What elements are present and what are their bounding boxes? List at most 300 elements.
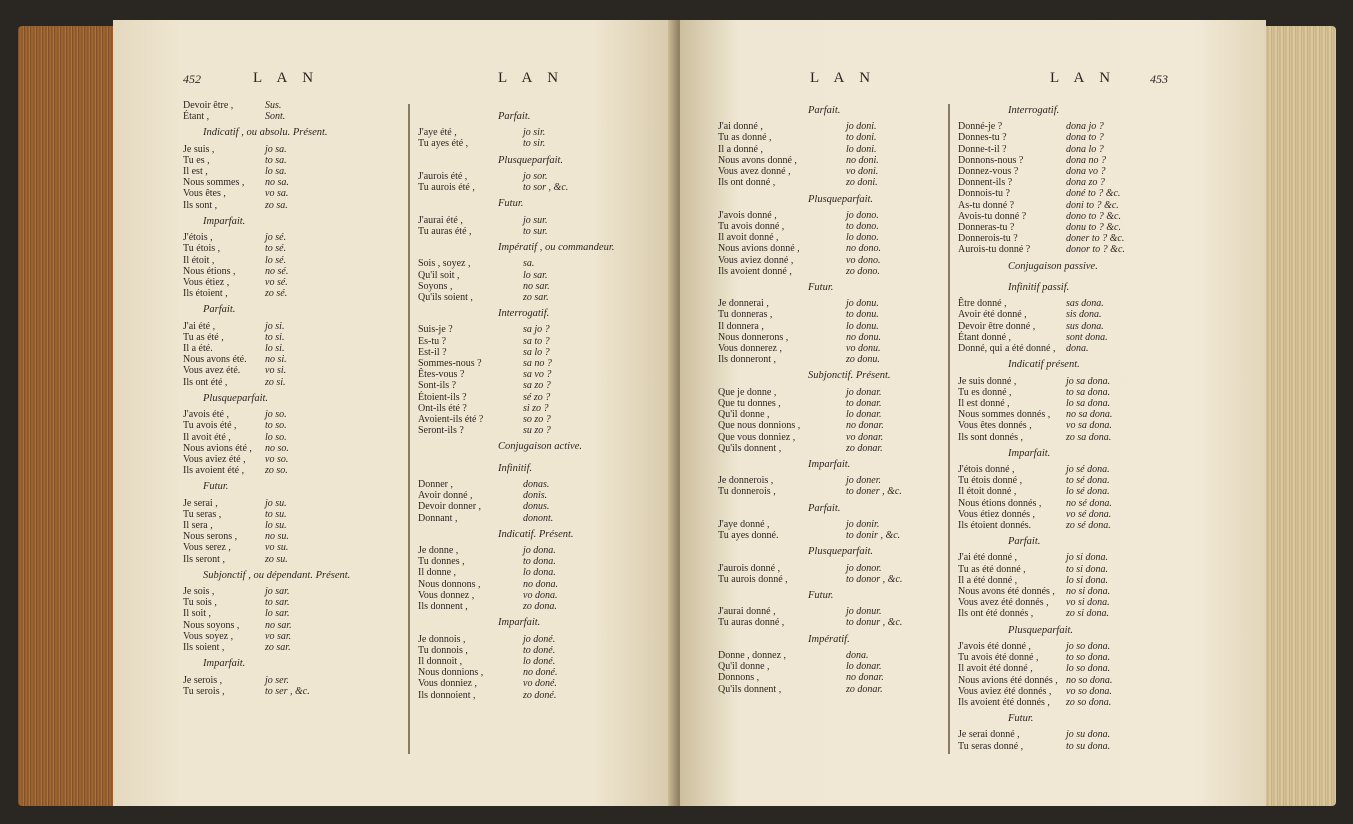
conjugation-row: [958, 233, 1125, 245]
conjugation-row: [183, 685, 310, 697]
french-form: Je sois ,: [183, 586, 215, 598]
french-form: Nous donnerons ,: [718, 331, 789, 343]
translation-form: dona jo ?: [1066, 121, 1104, 133]
translation-form: sont dona.: [1066, 331, 1108, 343]
section-heading: Futur.: [498, 198, 524, 210]
conjugation-row: [958, 652, 1111, 664]
conjugation-row: [183, 365, 287, 377]
french-form: Donnons ,: [718, 672, 760, 684]
conjugation-row: [418, 380, 551, 392]
translation-form: sa lo ?: [523, 346, 550, 358]
conjugation-row: [183, 674, 289, 686]
translation-form: lo si.: [265, 343, 285, 355]
translation-form: no doni.: [846, 154, 879, 166]
french-form: Tu avois donné ,: [718, 220, 785, 232]
section-heading: Conjugaison passive.: [1008, 260, 1098, 272]
translation-form: zo si.: [265, 376, 286, 388]
conjugation-row: [718, 420, 884, 432]
translation-form: no sar.: [265, 619, 292, 631]
french-form: Vous avez été donnés ,: [958, 597, 1049, 609]
french-form: Tu étois ,: [183, 243, 221, 255]
conjugation-row: [418, 346, 550, 358]
translation-form: no dono.: [846, 243, 881, 255]
conjugation-row: [418, 280, 550, 292]
conjugation-row: [418, 291, 549, 303]
conjugation-row: [718, 386, 882, 398]
section-heading: Indicatif , ou absolu. Présent.: [203, 127, 328, 139]
french-form: Nous avons été donnés ,: [958, 586, 1055, 598]
translation-form: no donar.: [846, 420, 884, 432]
french-form: Avois-tu donné ?: [958, 210, 1027, 222]
french-form: Devoir être ,: [183, 100, 234, 111]
french-form: Qu'ils donnent ,: [718, 442, 782, 454]
conjugation-row: [958, 608, 1110, 620]
translation-form: dona zo ?: [1066, 177, 1105, 189]
french-form: Sommes-nous ?: [418, 358, 482, 369]
conjugation-row: [718, 220, 879, 232]
translation-form: lo sa dona.: [1066, 397, 1111, 409]
translation-form: jo sir.: [523, 127, 546, 139]
conjugation-row: [718, 177, 878, 189]
conjugation-row: [183, 520, 287, 531]
translation-form: si zo ?: [523, 402, 549, 414]
translation-form: to doner , &c.: [846, 486, 902, 498]
section-heading: Impératif , ou commandeur.: [498, 242, 615, 254]
translation-form: dona vo ?: [1066, 166, 1106, 178]
french-form: Tu donnois ,: [418, 644, 468, 656]
french-form: As-tu donné ?: [958, 199, 1015, 211]
conjugation-row: [418, 501, 550, 513]
french-form: Nous étions ,: [183, 265, 236, 277]
conjugation-row: [183, 354, 287, 366]
translation-form: doni to ? &c.: [1066, 199, 1119, 211]
french-form: Tu donnerois ,: [718, 486, 776, 498]
conjugation-row: [183, 409, 287, 421]
conjugation-row: [958, 244, 1125, 256]
conjugation-row: [718, 232, 879, 244]
section-heading: Parfait.: [498, 111, 531, 123]
translation-form: vo su.: [265, 542, 289, 554]
french-form: Ils sont donnés ,: [958, 431, 1023, 443]
conjugation-row: [183, 232, 287, 244]
french-form: Tu donneras ,: [718, 309, 773, 321]
conjugation-row: [958, 420, 1112, 432]
french-form: Qu'il soit ,: [418, 269, 460, 281]
french-form: Devoir être donné ,: [958, 320, 1036, 332]
translation-form: doné to ? &c.: [1066, 188, 1121, 200]
conjugation-row: [183, 343, 285, 355]
conjugation-row: [418, 490, 548, 502]
section-heading: Plusqueparfait.: [203, 392, 269, 404]
french-form: Donnons-nous ?: [958, 154, 1024, 166]
translation-form: sis dona.: [1066, 309, 1102, 321]
conjugation-row: [183, 586, 290, 598]
french-form: Tu ayes donné.: [718, 530, 779, 542]
conjugation-row: [718, 154, 879, 166]
translation-form: to sur.: [523, 225, 548, 237]
french-form: Tu seras donné ,: [958, 740, 1024, 752]
french-form: Il donnera ,: [718, 320, 764, 332]
conjugation-row: [183, 597, 290, 609]
translation-form: dona.: [1066, 343, 1089, 355]
translation-form: vo doni.: [846, 166, 879, 178]
french-form: Seront-ils ?: [418, 425, 464, 437]
french-form: Vous avez donné ,: [718, 166, 791, 178]
french-form: Ils ont donné ,: [718, 177, 776, 189]
conjugation-row: [958, 166, 1106, 178]
conjugation-row: [718, 309, 879, 321]
conjugation-row: [418, 601, 557, 613]
translation-form: to so.: [265, 420, 287, 432]
french-form: Tu as donné ,: [718, 132, 772, 144]
french-form: Donnent-ils ?: [958, 177, 1013, 189]
french-form: Nous serons ,: [183, 531, 238, 543]
conjugation-row: [718, 331, 881, 343]
page-number: 452: [183, 72, 201, 86]
conjugation-row: [183, 166, 287, 178]
column-rule: [948, 104, 950, 754]
translation-form: to sé.: [265, 243, 287, 255]
conjugation-row: [718, 254, 881, 266]
french-form: Ils avoient donné ,: [718, 265, 792, 277]
translation-form: zo dono.: [846, 265, 880, 277]
conjugation-row: [418, 655, 556, 667]
translation-form: zo so dona.: [1066, 696, 1112, 708]
french-form: Tu ayes été ,: [418, 138, 469, 150]
running-head: L A N: [253, 70, 320, 86]
translation-form: to sar.: [265, 597, 290, 609]
translation-form: jo doni.: [846, 121, 877, 133]
conjugation-row: [183, 630, 292, 642]
conjugation-row: [958, 586, 1111, 598]
conjugation-row: [958, 464, 1110, 475]
section-heading: Subjonctif. Présent.: [808, 370, 891, 382]
conjugation-row: [958, 508, 1112, 520]
conjugation-row: [183, 243, 287, 255]
conjugation-row: [958, 298, 1104, 310]
translation-form: dona no ?: [1066, 154, 1106, 166]
translation-form: no sé.: [265, 265, 289, 277]
french-form: Ils seront ,: [183, 553, 225, 565]
conjugation-row: [958, 729, 1111, 741]
conjugation-row: [958, 343, 1089, 355]
translation-form: jo ser.: [265, 674, 289, 686]
translation-form: zo sar.: [265, 642, 291, 654]
conjugation-row: [718, 606, 882, 618]
french-form: Sois , soyez ,: [418, 258, 471, 270]
translation-form: sa to ?: [523, 335, 550, 347]
conjugation-row: [183, 465, 288, 477]
french-form: Tu aurois été ,: [418, 182, 475, 194]
translation-form: to donu.: [846, 309, 879, 321]
french-form: Nous sommes ,: [183, 177, 245, 189]
conjugation-row: [958, 320, 1104, 332]
french-form: Ils étoient ,: [183, 288, 228, 300]
left-page: [113, 20, 678, 806]
section-heading: Parfait.: [203, 304, 236, 316]
french-form: Être donné ,: [958, 298, 1007, 310]
french-form: Tu étois donné ,: [958, 475, 1023, 487]
open-book: [18, 12, 1336, 812]
french-form: Donnes-tu ?: [958, 132, 1007, 144]
conjugation-row: [418, 667, 558, 679]
french-form: J'aurai été ,: [418, 214, 463, 226]
translation-form: no sa.: [265, 177, 289, 189]
conjugation-row: [958, 520, 1111, 531]
french-form: Tu auras été ,: [418, 225, 472, 237]
translation-form: no si dona.: [1066, 586, 1111, 598]
conjugation-row: [958, 431, 1112, 443]
conjugation-row: [958, 674, 1113, 686]
conjugation-row: [183, 453, 289, 465]
translation-form: sas dona.: [1066, 298, 1104, 310]
translation-form: zo donu.: [846, 354, 880, 366]
translation-form: no su.: [265, 531, 289, 543]
french-form: Il avoit été donné ,: [958, 663, 1033, 675]
translation-form: dona.: [846, 649, 869, 661]
french-form: Je serai donné ,: [958, 729, 1020, 741]
french-form: Je serai ,: [183, 497, 218, 509]
french-form: Il a donné ,: [718, 143, 763, 155]
conjugation-row: [183, 276, 288, 288]
conjugation-row: [183, 553, 288, 565]
translation-form: lo doné.: [523, 655, 556, 667]
translation-form: to doné.: [523, 644, 556, 656]
french-form: Ils avoient été donnés ,: [958, 696, 1050, 708]
section-heading: Interrogatif.: [1008, 105, 1060, 117]
translation-form: zo donar.: [846, 683, 883, 695]
french-form: Vous aviez donné ,: [718, 254, 794, 266]
translation-form: jo sé.: [265, 232, 287, 244]
translation-form: jo su.: [265, 497, 287, 509]
section-heading: Imparfait.: [498, 617, 541, 629]
conjugation-row: [418, 556, 556, 568]
french-form: Il sera ,: [183, 520, 213, 531]
translation-form: lo sé dona.: [1066, 486, 1110, 498]
translation-form: jo so.: [265, 409, 287, 421]
translation-form: vo sé dona.: [1066, 508, 1112, 520]
french-form: Il étoit donné ,: [958, 486, 1017, 498]
french-form: J'ai donné ,: [718, 121, 763, 133]
translation-form: to ser , &c.: [265, 685, 310, 697]
french-form: J'aye été ,: [418, 127, 457, 139]
french-form: Ils donneront ,: [718, 354, 777, 366]
conjugation-row: [718, 166, 879, 178]
conjugation-row: [718, 530, 901, 542]
conjugation-row: [418, 425, 551, 437]
conjugation-row: [183, 331, 285, 343]
conjugation-row: [958, 121, 1104, 133]
conjugation-row: [183, 188, 289, 200]
french-form: Que je donne ,: [718, 386, 777, 398]
french-form: Étant ,: [183, 111, 210, 123]
translation-form: zo su.: [265, 553, 288, 565]
translation-form: to su.: [265, 508, 287, 520]
translation-form: jo sa dona.: [1066, 375, 1111, 387]
section-heading: Futur.: [808, 590, 834, 601]
conjugation-row: [183, 143, 287, 155]
conjugation-row: [958, 132, 1104, 144]
translation-form: jo donur.: [846, 606, 882, 618]
translation-form: zo so.: [265, 465, 288, 477]
section-heading: Plusqueparfait.: [808, 193, 874, 205]
french-form: Ils étoient donnés.: [958, 520, 1032, 531]
french-form: Vous donnez ,: [418, 589, 475, 601]
translation-form: jo so dona.: [1066, 640, 1111, 652]
translation-form: zo doné.: [523, 689, 557, 701]
french-form: Vous donniez ,: [418, 678, 477, 690]
translation-form: vo so.: [265, 453, 289, 465]
french-form: Vous aviez été donnés ,: [958, 685, 1052, 697]
translation-form: vo si.: [265, 365, 287, 377]
translation-form: donus.: [523, 501, 550, 513]
french-form: Il avoit donné ,: [718, 232, 779, 244]
french-form: Étant donné ,: [958, 331, 1012, 343]
conjugation-row: [183, 431, 287, 443]
conjugation-row: [418, 545, 556, 557]
conjugation-row: [958, 154, 1106, 166]
conjugation-row: [418, 258, 535, 270]
translation-form: so zo ?: [523, 414, 551, 425]
translation-form: vo doné.: [523, 678, 557, 690]
conjugation-row: [958, 375, 1111, 387]
translation-form: donont.: [523, 512, 554, 524]
conjugation-row: [418, 214, 548, 226]
french-form: Vous étiez donnés ,: [958, 508, 1036, 520]
conjugation-row: [418, 478, 550, 490]
french-form: J'étois donné ,: [958, 464, 1015, 475]
french-form: Nous soyons ,: [183, 619, 240, 631]
conjugation-row: [418, 678, 557, 690]
translation-form: jo donu.: [846, 298, 879, 310]
book-edge-left: [18, 26, 113, 806]
conjugation-row: [718, 243, 881, 255]
conjugation-row: [418, 324, 550, 336]
french-form: J'avois donné ,: [718, 209, 777, 221]
conjugation-row: [418, 170, 548, 182]
french-form: Ils sont ,: [183, 199, 218, 211]
translation-form: no donu.: [846, 331, 881, 343]
section-heading: Indicatif présent.: [1008, 359, 1080, 371]
section-heading: Plusqueparfait.: [808, 546, 874, 558]
translation-form: sa.: [523, 258, 535, 270]
book-edge-right: [1266, 26, 1336, 806]
french-form: Donneras-tu ?: [958, 222, 1015, 234]
translation-form: lo so.: [265, 431, 287, 443]
conjugation-row: [958, 563, 1108, 575]
translation-form: jo si.: [265, 320, 285, 332]
conjugation-row: [418, 225, 548, 237]
translation-form: lo sé.: [265, 254, 287, 266]
conjugation-row: [418, 633, 556, 645]
translation-form: jo sar.: [265, 586, 290, 598]
translation-form: donu to ? &c.: [1066, 222, 1121, 234]
translation-form: dono to ? &c.: [1066, 210, 1121, 222]
translation-form: doner to ? &c.: [1066, 233, 1125, 245]
conjugation-row: [958, 597, 1110, 609]
translation-form: zo donar.: [846, 442, 883, 454]
conjugation-row: [718, 683, 883, 695]
french-form: Avoir été donné ,: [958, 309, 1027, 321]
translation-form: zo sé dona.: [1066, 520, 1111, 531]
translation-form: no donar.: [846, 672, 884, 684]
running-head: L A N: [810, 70, 877, 86]
conjugation-row: [958, 177, 1105, 189]
section-heading: Plusqueparfait.: [498, 154, 564, 166]
conjugation-row: [718, 265, 880, 277]
translation-form: jo doné.: [523, 633, 556, 645]
french-form: Donné, qui a été donné ,: [958, 343, 1056, 355]
french-form: Nous donnions ,: [418, 667, 484, 679]
translation-form: jo doner.: [846, 475, 881, 487]
translation-form: donis.: [523, 490, 548, 502]
french-form: Qu'ils donnent ,: [718, 683, 782, 695]
conjugation-row: [183, 154, 287, 166]
conjugation-row: [718, 343, 881, 355]
translation-form: vo sé.: [265, 276, 288, 288]
conjugation-row: [718, 298, 879, 310]
french-form: Donnois-tu ?: [958, 188, 1010, 200]
conjugation-row: [718, 672, 884, 684]
french-form: J'avois été ,: [183, 409, 229, 421]
conjugation-row: [958, 210, 1121, 222]
french-form: Je serois ,: [183, 674, 223, 686]
translation-form: no so dona.: [1066, 674, 1113, 686]
conjugation-row: [958, 486, 1110, 498]
french-form: Vous étiez ,: [183, 276, 230, 288]
translation-form: donas.: [523, 478, 550, 490]
translation-form: no sa dona.: [1066, 409, 1113, 421]
conjugation-row: [418, 512, 554, 524]
conjugation-row: [958, 199, 1119, 211]
conjugation-row: [183, 100, 282, 111]
conjugation-row: [718, 562, 882, 574]
french-form: Nous sommes donnés ,: [958, 409, 1051, 421]
translation-form: to donor , &c.: [846, 573, 903, 585]
translation-form: to donur , &c.: [846, 617, 903, 629]
french-form: Est-il ?: [418, 346, 447, 358]
french-form: Vous donnerez ,: [718, 343, 782, 355]
running-head: L A N: [1050, 70, 1117, 86]
french-form: Je suis donné ,: [958, 375, 1017, 387]
translation-form: zo sa dona.: [1066, 431, 1112, 443]
french-form: Tu serois ,: [183, 685, 225, 697]
translation-form: lo donar.: [846, 409, 882, 421]
french-form: J'étois ,: [183, 232, 213, 244]
translation-form: lo donu.: [846, 320, 879, 332]
french-form: Nous avions été ,: [183, 442, 252, 454]
translation-form: vo donar.: [846, 431, 884, 443]
french-form: Tu avois été ,: [183, 420, 237, 432]
conjugation-row: [718, 617, 903, 629]
conjugation-row: [183, 497, 287, 509]
conjugation-row: [718, 518, 880, 530]
translation-form: to sor , &c.: [523, 182, 569, 194]
section-heading: Futur.: [808, 282, 834, 293]
conjugation-row: [718, 320, 879, 332]
french-form: Je suis ,: [183, 143, 215, 155]
translation-form: jo donar.: [846, 386, 882, 398]
conjugation-row: [183, 288, 288, 300]
french-form: Que tu donnes ,: [718, 397, 781, 409]
conjugation-row: [183, 254, 287, 266]
translation-form: vo dona.: [523, 589, 558, 601]
conjugation-row: [958, 663, 1111, 675]
translation-form: sé zo ?: [523, 391, 551, 403]
french-form: Je donnerai ,: [718, 298, 769, 310]
conjugation-row: [183, 199, 288, 211]
translation-form: to sir.: [523, 138, 546, 150]
